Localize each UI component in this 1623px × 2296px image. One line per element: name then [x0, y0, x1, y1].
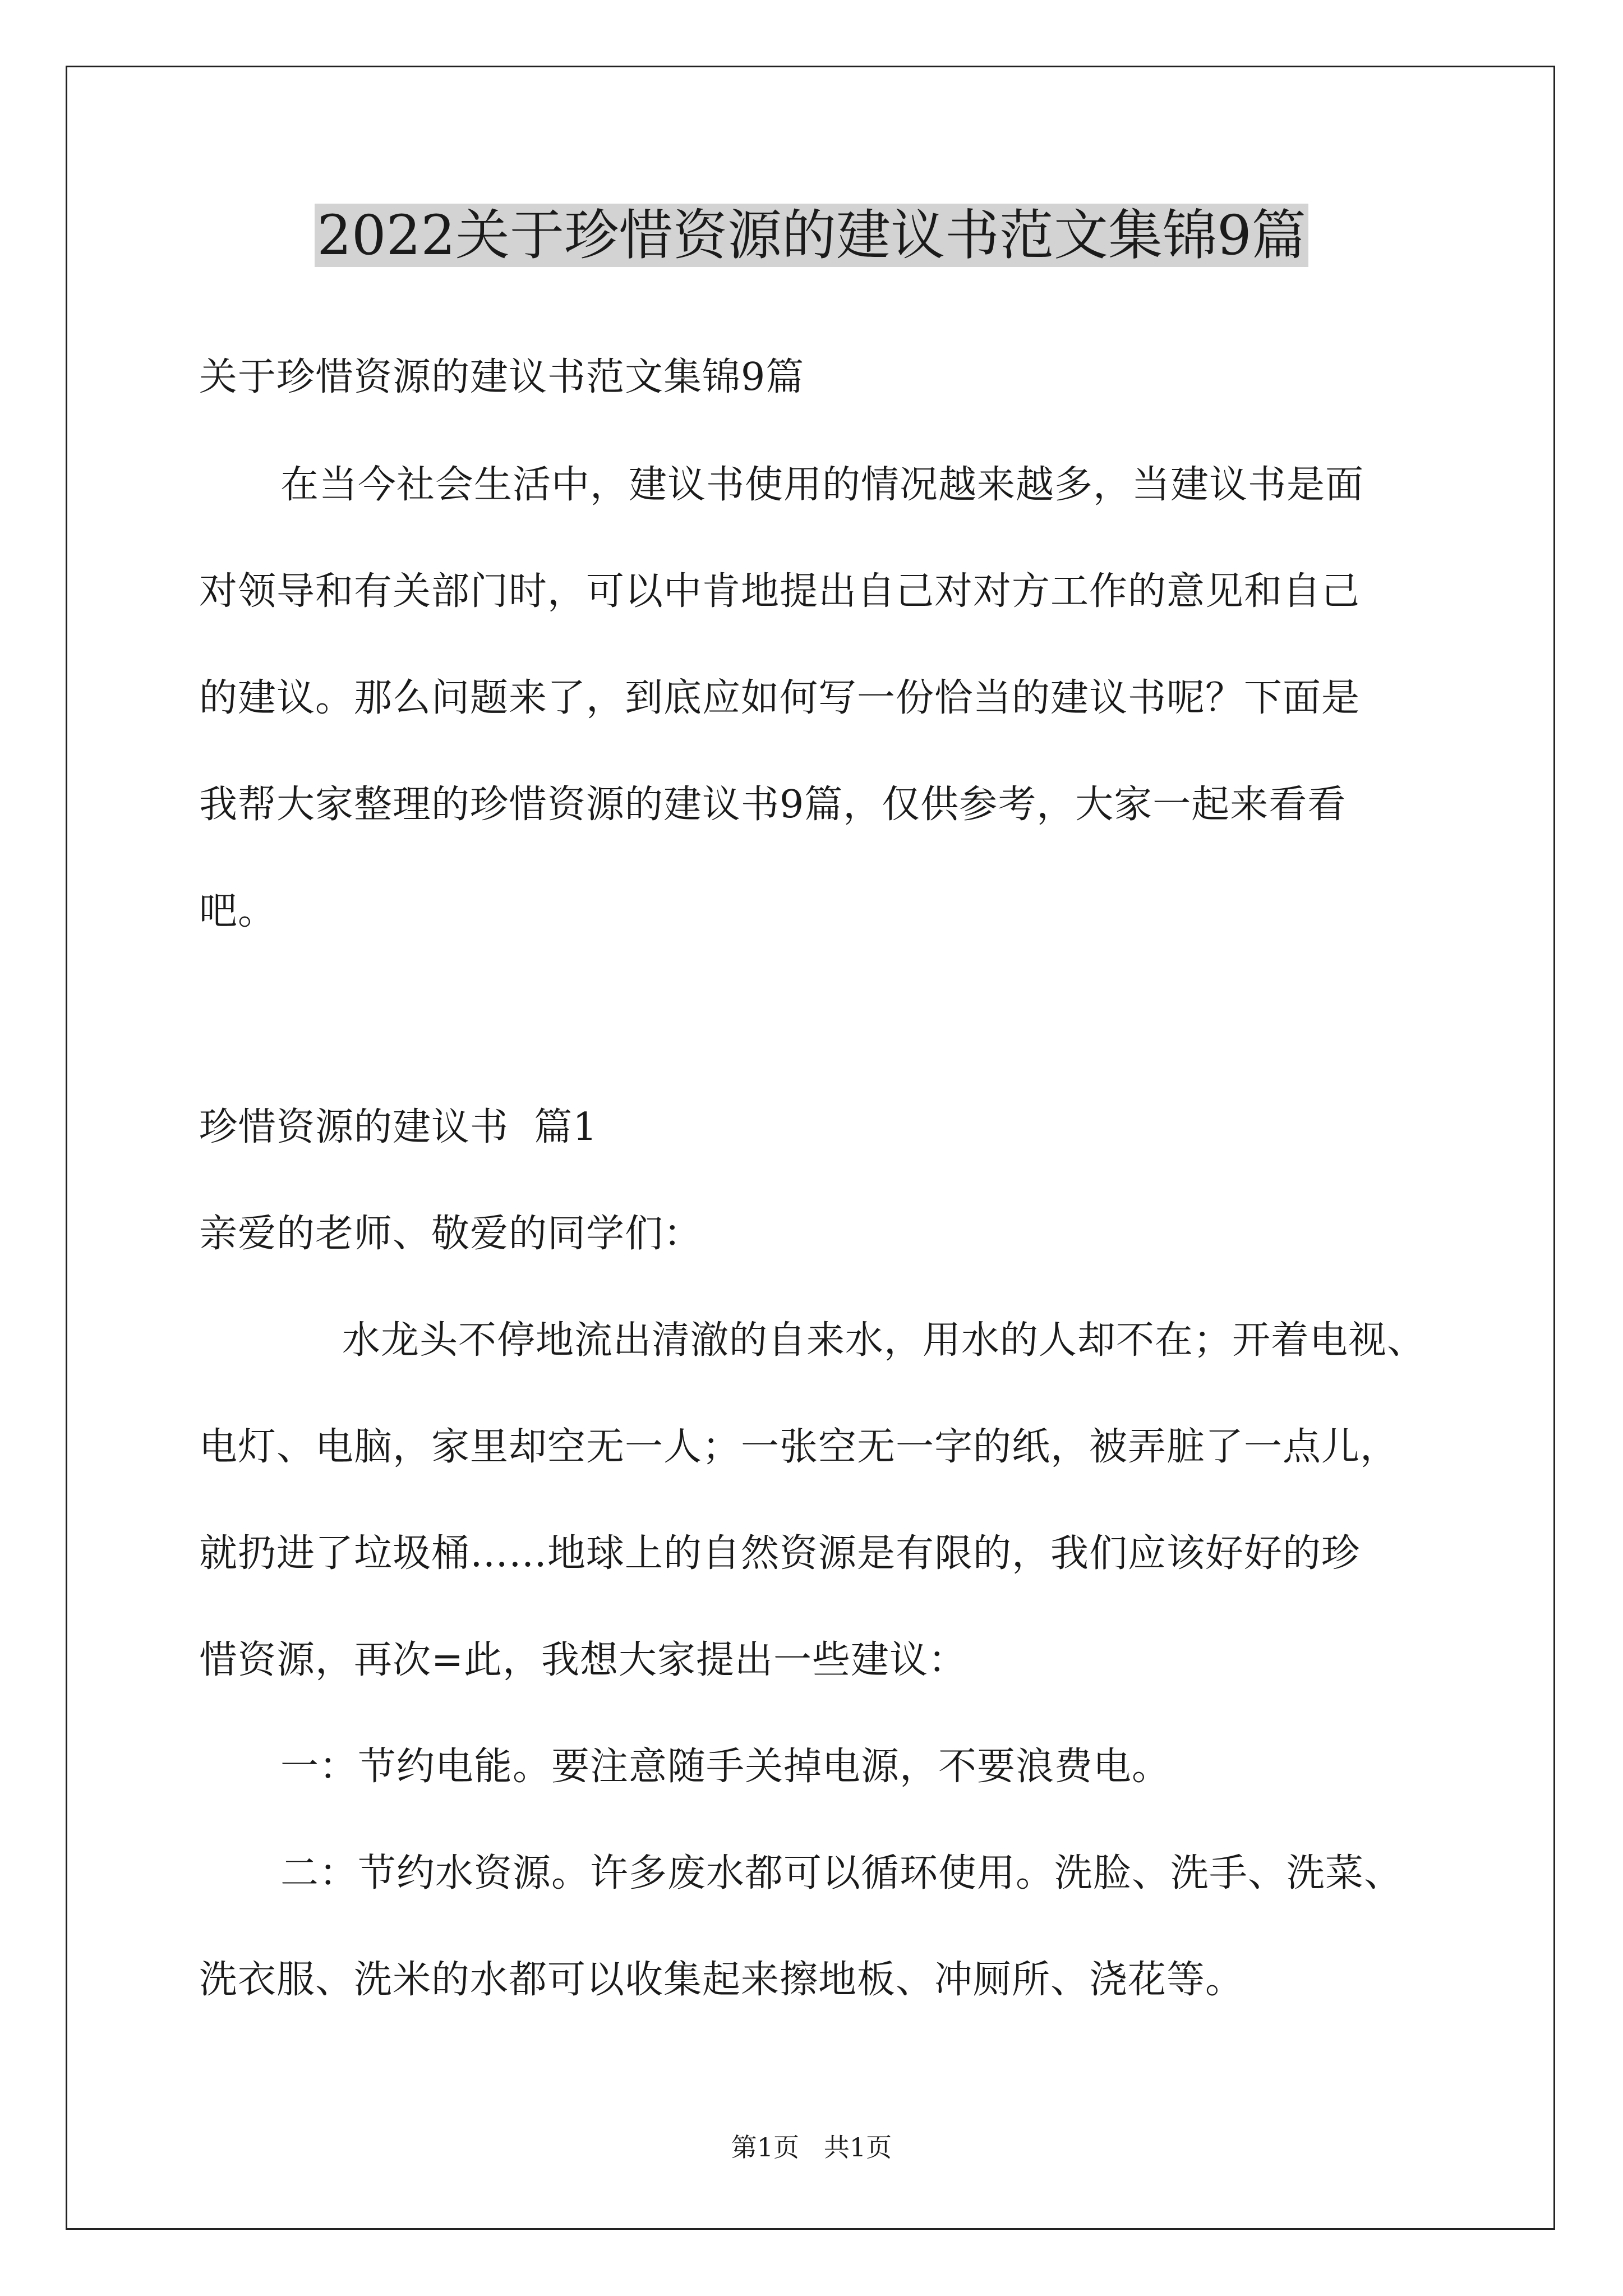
intro-line-2: 对领导和有关部门时，可以中肯地提出自己对对方工作的意见和自己 [199, 569, 1361, 614]
body-line-6: 二：节约水资源。许多废水都可以循环使用。洗脸、洗手、洗菜、 [280, 1851, 1403, 1895]
body-line-3: 就扔进了垃圾桶……地球上的自然资源是有限的，我们应该好好的珍 [199, 1531, 1361, 1576]
document-subtitle: 关于珍惜资源的建议书范文集锦9篇 [199, 355, 805, 399]
intro-line-3: 的建议。那么问题来了，到底应如何写一份恰当的建议书呢？下面是 [199, 676, 1361, 720]
intro-line-4: 我帮大家整理的珍惜资源的建议书9篇，仅供参考，大家一起来看看 [199, 783, 1347, 827]
section-heading: 珍惜资源的建议书 篇1 [199, 1105, 598, 1149]
body-line-2: 电灯、电脑，家里却空无一人；一张空无一字的纸，被弄脏了一点儿， [199, 1425, 1399, 1469]
page-footer: 第1页 共1页 [731, 2132, 892, 2162]
document-title-text: 2022关于珍惜资源的建议书范文集锦9篇 [315, 204, 1308, 267]
document-title [0, 199, 1623, 272]
intro-line-5: 吧。 [199, 889, 277, 933]
intro-line-1: 在当今社会生活中，建议书使用的情况越来越多，当建议书是面 [280, 463, 1364, 507]
body-line-4: 惜资源，再次=此，我想大家提出一些建议： [199, 1638, 967, 1682]
salutation: 亲爱的老师、敬爱的同学们： [199, 1212, 703, 1256]
body-line-1: 水龙头不停地流出清澈的自来水，用水的人却不在；开着电视、 [342, 1318, 1426, 1363]
body-line-7: 洗衣服、洗米的水都可以收集起来擦地板、冲厕所、浇花等。 [199, 1958, 1244, 2002]
body-line-5: 一：节约电能。要注意随手关掉电源，不要浪费电。 [280, 1745, 1171, 1789]
